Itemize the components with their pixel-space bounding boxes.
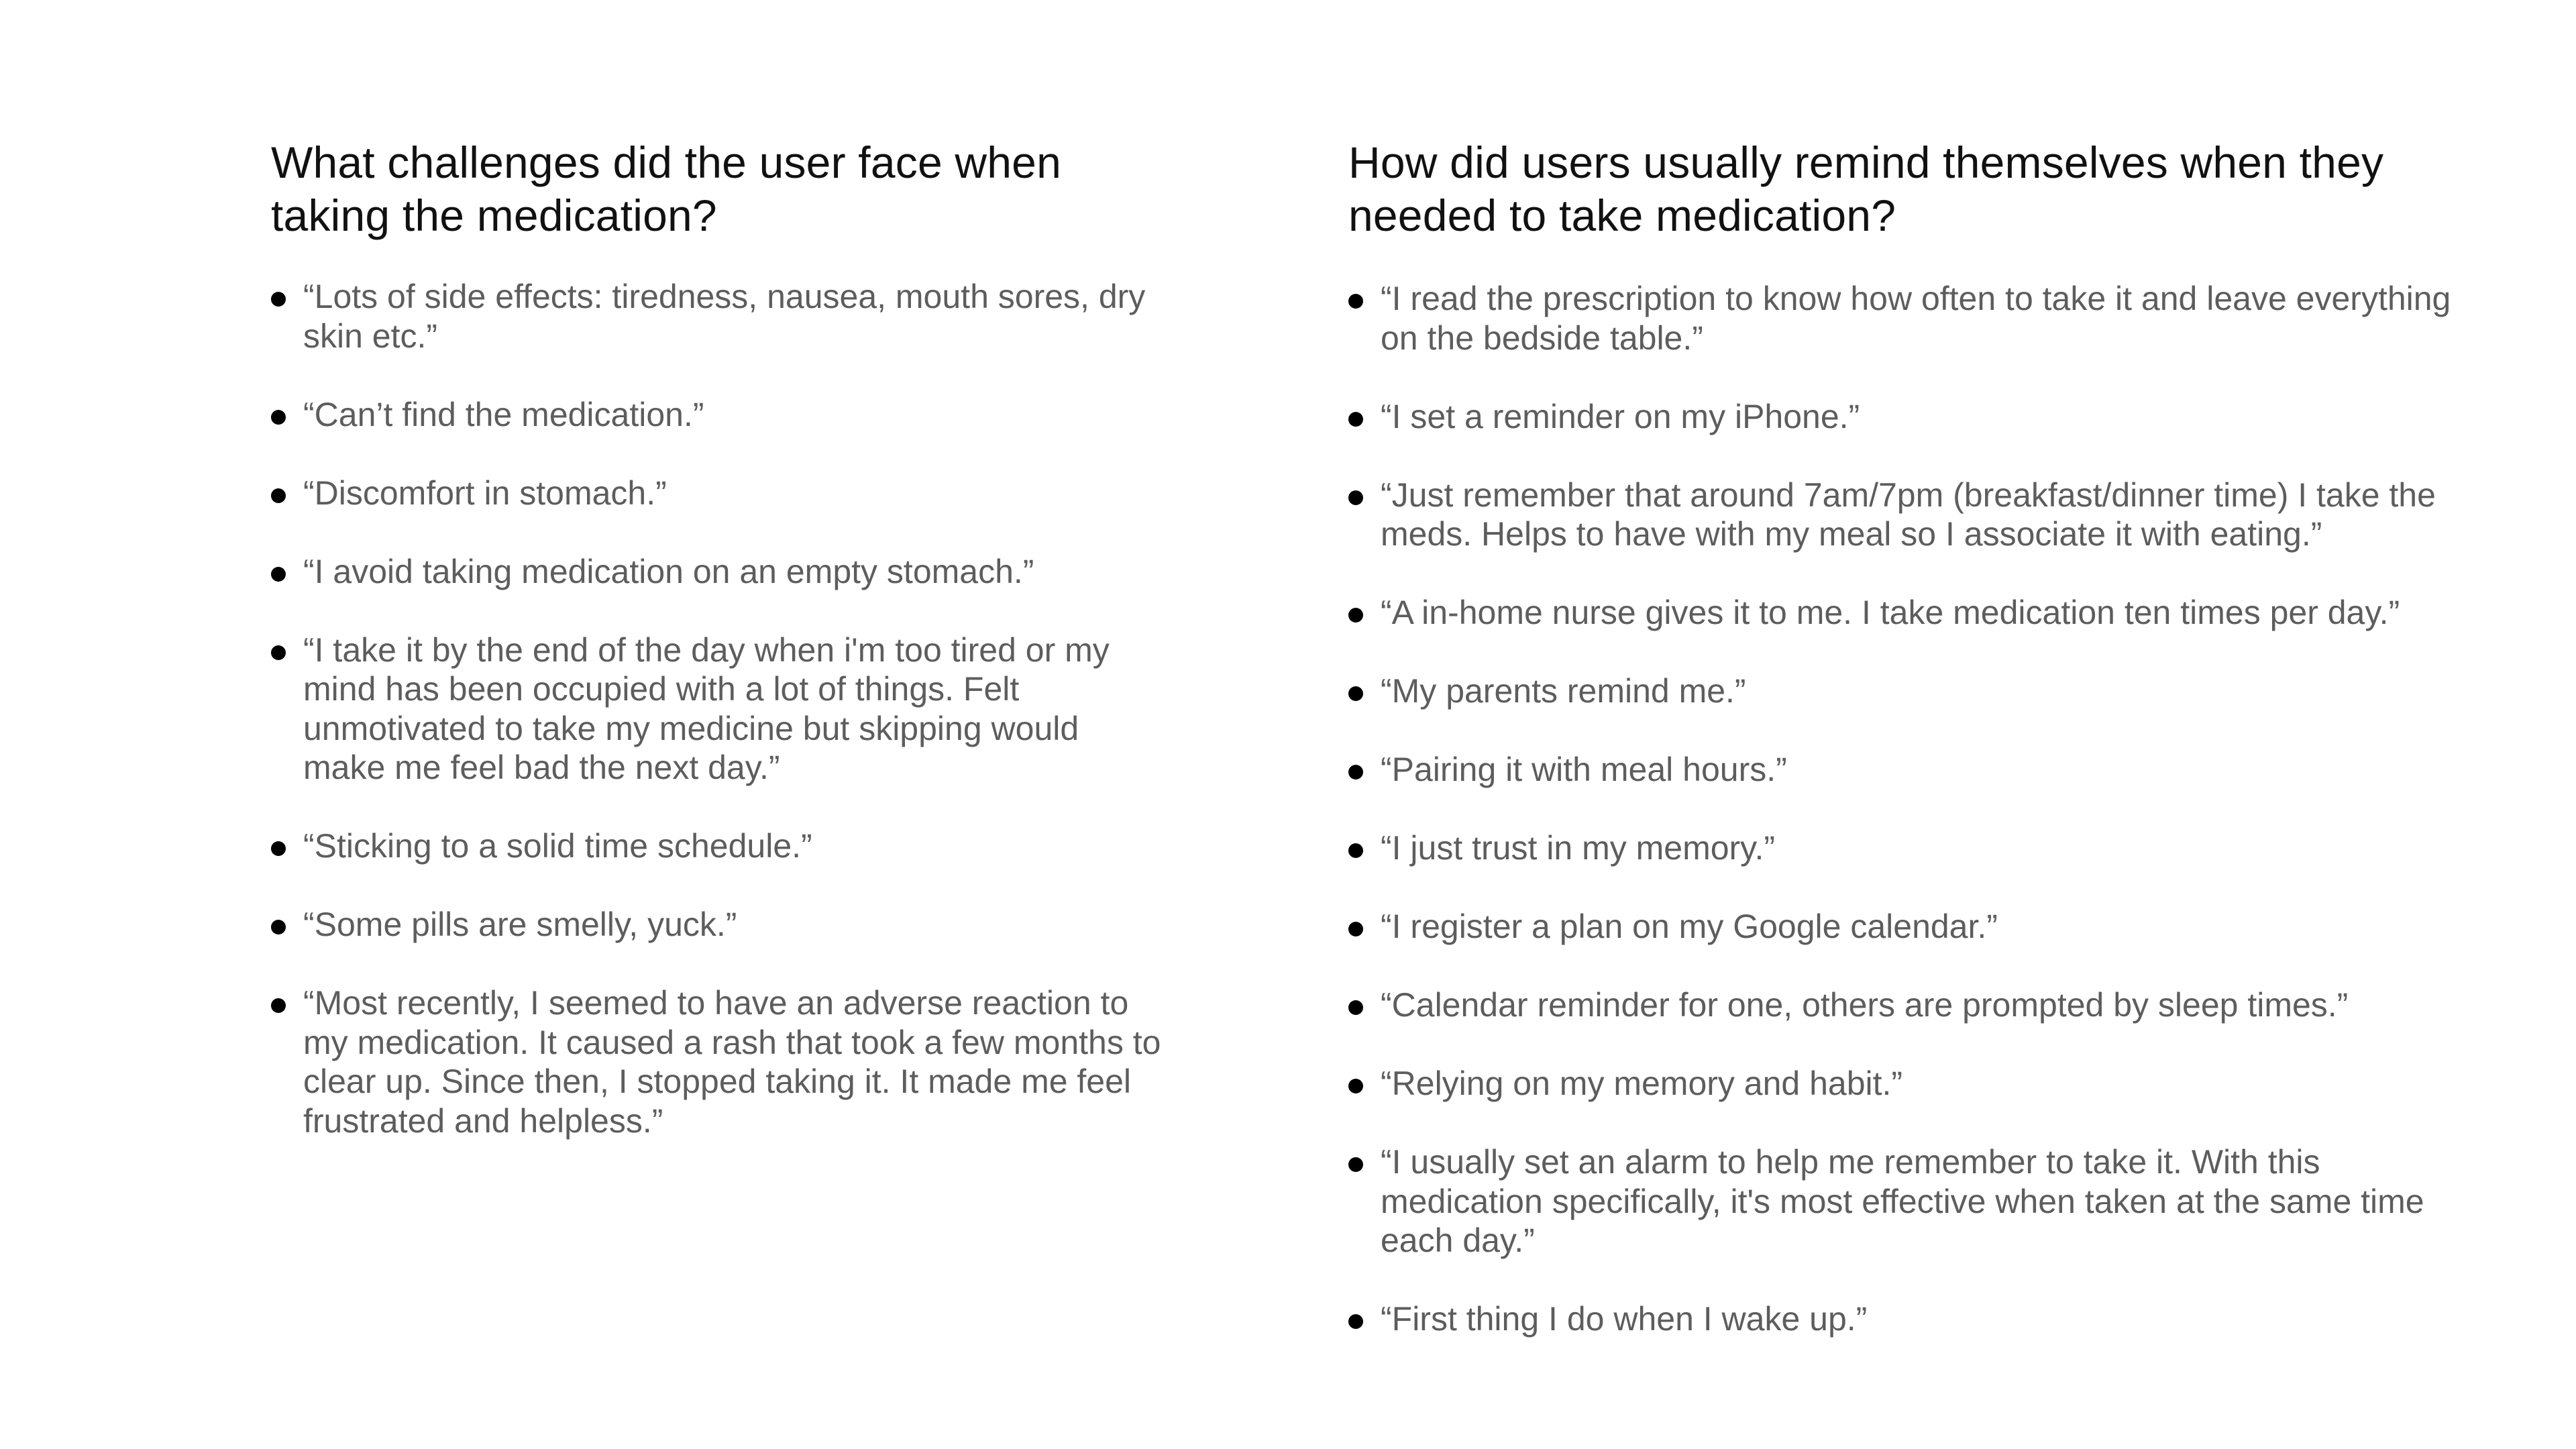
bullet-icon [271, 567, 286, 582]
challenges-answer-list [271, 277, 1163, 1140]
bullet-icon [1348, 843, 1363, 858]
bullet-icon [1348, 1079, 1363, 1093]
answer-item [271, 474, 1163, 513]
bullet-icon [271, 410, 286, 425]
bullet-icon [1348, 1314, 1363, 1329]
answer-text: “First thing I do when I wake up.” [1381, 1300, 1868, 1338]
bullet-icon [271, 645, 286, 660]
answer-item [1348, 828, 2462, 868]
bullet-icon [1348, 608, 1363, 623]
bullet-icon [1348, 294, 1363, 309]
answer-item [271, 552, 1163, 592]
answer-text: “A in-home nurse gives it to me. I take medication ten times per day.” [1381, 594, 2400, 631]
answer-text: “I avoid taking medication on an empty stomach.” [303, 552, 1034, 590]
answer-item [1348, 985, 2462, 1025]
answer-text: “I usually set an alarm to help me remember to take it. With this medication specifically, it's most effective when taken at the same time each day.” [1381, 1143, 2424, 1259]
reminders-answer-list [1348, 279, 2462, 1339]
answer-item [1348, 593, 2462, 633]
bullet-icon [1348, 686, 1363, 701]
answer-item [1348, 397, 2462, 437]
answer-text: “Some pills are smelly, yuck.” [303, 906, 737, 943]
answer-text: “Discomfort in stomach.” [303, 474, 667, 512]
answer-text: “Calendar reminder for one, others are prompted by sleep times.” [1381, 986, 2349, 1024]
challenges-column [271, 136, 1163, 1140]
reminders-column [1348, 136, 2462, 1339]
answer-text: “I register a plan on my Google calendar.” [1381, 908, 1998, 945]
bullet-icon [271, 998, 286, 1013]
bullet-icon [271, 292, 286, 307]
answer-text: “I read the prescription to know how often to take it and leave everything on the bedside table.” [1381, 280, 2451, 357]
answer-text: “Sticking to a solid time schedule.” [303, 827, 812, 865]
bullet-icon [271, 841, 286, 856]
answer-item [271, 905, 1163, 945]
answer-text: “Relying on my memory and habit.” [1381, 1065, 1903, 1102]
answer-text: “Lots of side effects: tiredness, nausea, mouth sores, dry skin etc.” [303, 278, 1146, 355]
challenges-question: What challenges did the user face when taking the medication? [271, 138, 1061, 240]
bullet-icon [1348, 412, 1363, 427]
answer-item [1348, 476, 2462, 554]
answer-item [1348, 1299, 2462, 1339]
bullet-icon [1348, 1000, 1363, 1015]
answer-item [1348, 907, 2462, 947]
answer-text: “Pairing it with meal hours.” [1381, 751, 1787, 788]
answer-item [271, 395, 1163, 435]
bullet-icon [271, 488, 286, 503]
answer-text: “I take it by the end of the day when i'm too tired or my mind has been occupied with a lot of things. Felt unmotivated to take my medicine but skipping would make me feel bad the next day.” [303, 631, 1110, 786]
answer-text: “Most recently, I seemed to have an adverse reaction to my medication. It caused a rash that took a few months to clear up. Since then, I stopped taking it. It made me feel frustrated and helpless.” [303, 984, 1161, 1140]
answer-item [271, 983, 1163, 1140]
answer-item [1348, 750, 2462, 790]
bullet-icon [1348, 922, 1363, 936]
bullet-icon [1348, 765, 1363, 780]
answer-item [1348, 1142, 2462, 1260]
answer-item [1348, 1064, 2462, 1104]
reminders-question: How did users usually remind themselves when they needed to take medication? [1348, 138, 2384, 240]
answer-text: “My parents remind me.” [1381, 672, 1746, 710]
answer-item [1348, 672, 2462, 711]
bullet-icon [271, 920, 286, 934]
bullet-icon [1348, 490, 1363, 505]
answer-item [271, 631, 1163, 788]
answer-text: “I set a reminder on my iPhone.” [1381, 397, 1860, 435]
answer-text: “Just remember that around 7am/7pm (breakfast/dinner time) I take the meds. Helps to have with my meal so I associate it with eating.” [1381, 476, 2436, 553]
answer-text: “Can’t find the medication.” [303, 395, 704, 433]
answer-item [271, 277, 1163, 356]
answer-text: “I just trust in my memory.” [1381, 829, 1776, 867]
answer-item [271, 826, 1163, 866]
answer-item [1348, 279, 2462, 358]
bullet-icon [1348, 1157, 1363, 1172]
